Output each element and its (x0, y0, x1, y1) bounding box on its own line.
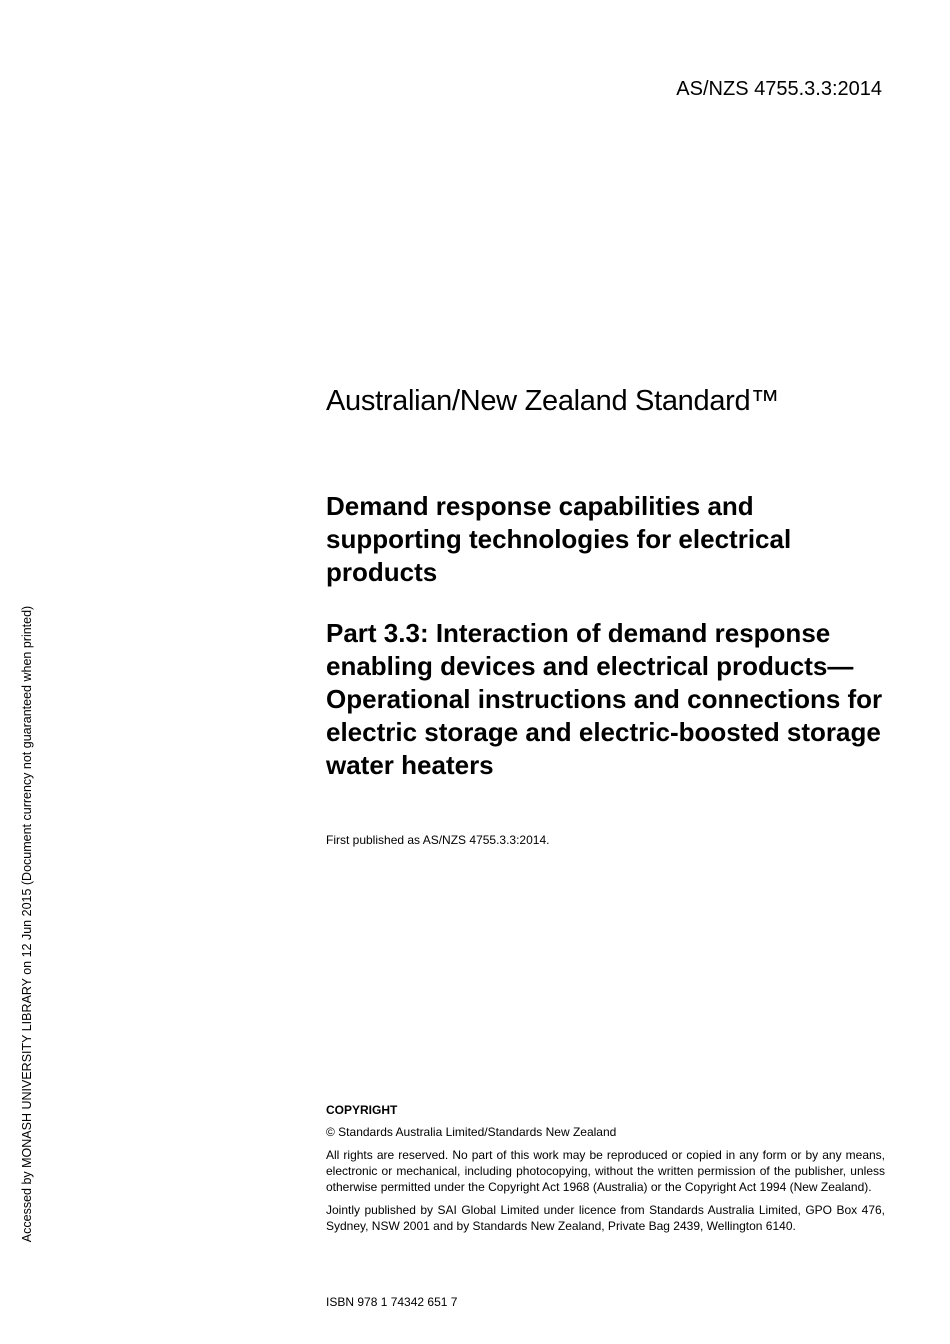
document-title: Demand response capabilities and supporting technologies for electrical products (326, 491, 792, 587)
standard-name: Australian/New Zealand Standard™ (326, 385, 780, 417)
copyright-publisher: Jointly published by SAI Global Limited under licence from Standards Australia Limited, GPO Box 476, Sydney, NSW 2001 and by Standards New Zealand, Private Bag 2439, Wellington 6140. (326, 1203, 885, 1233)
copyright-rights: All rights are reserved. No part of this work may be reproduced or copied in any form or by any means, electronic or mechanical, including photocopying, without the written permission of the publisher, unless otherwise permitted under the Copyright Act 1968 (Australia) or the Copyright Act 1994 (New Zealand). (326, 1148, 885, 1194)
copyright-owner: © Standards Australia Limited/Standards New Zealand (326, 1125, 617, 1139)
part-title: Part 3.3: Interaction of demand response enabling devices and electrical products—Operational instructions and connections for electric storage and electric-boosted storage water heaters (326, 618, 883, 780)
copyright-block (326, 1102, 885, 1241)
isbn: ISBN 978 1 74342 651 7 (326, 1295, 458, 1309)
copyright-heading: COPYRIGHT (326, 1103, 398, 1117)
access-notice: Accessed by MONASH UNIVERSITY LIBRARY on 12 Jun 2015 (Document currency not guaranteed when printed) (20, 605, 34, 1243)
first-published-note: First published as AS/NZS 4755.3.3:2014. (326, 833, 550, 847)
standard-designation: AS/NZS 4755.3.3:2014 (676, 78, 882, 100)
